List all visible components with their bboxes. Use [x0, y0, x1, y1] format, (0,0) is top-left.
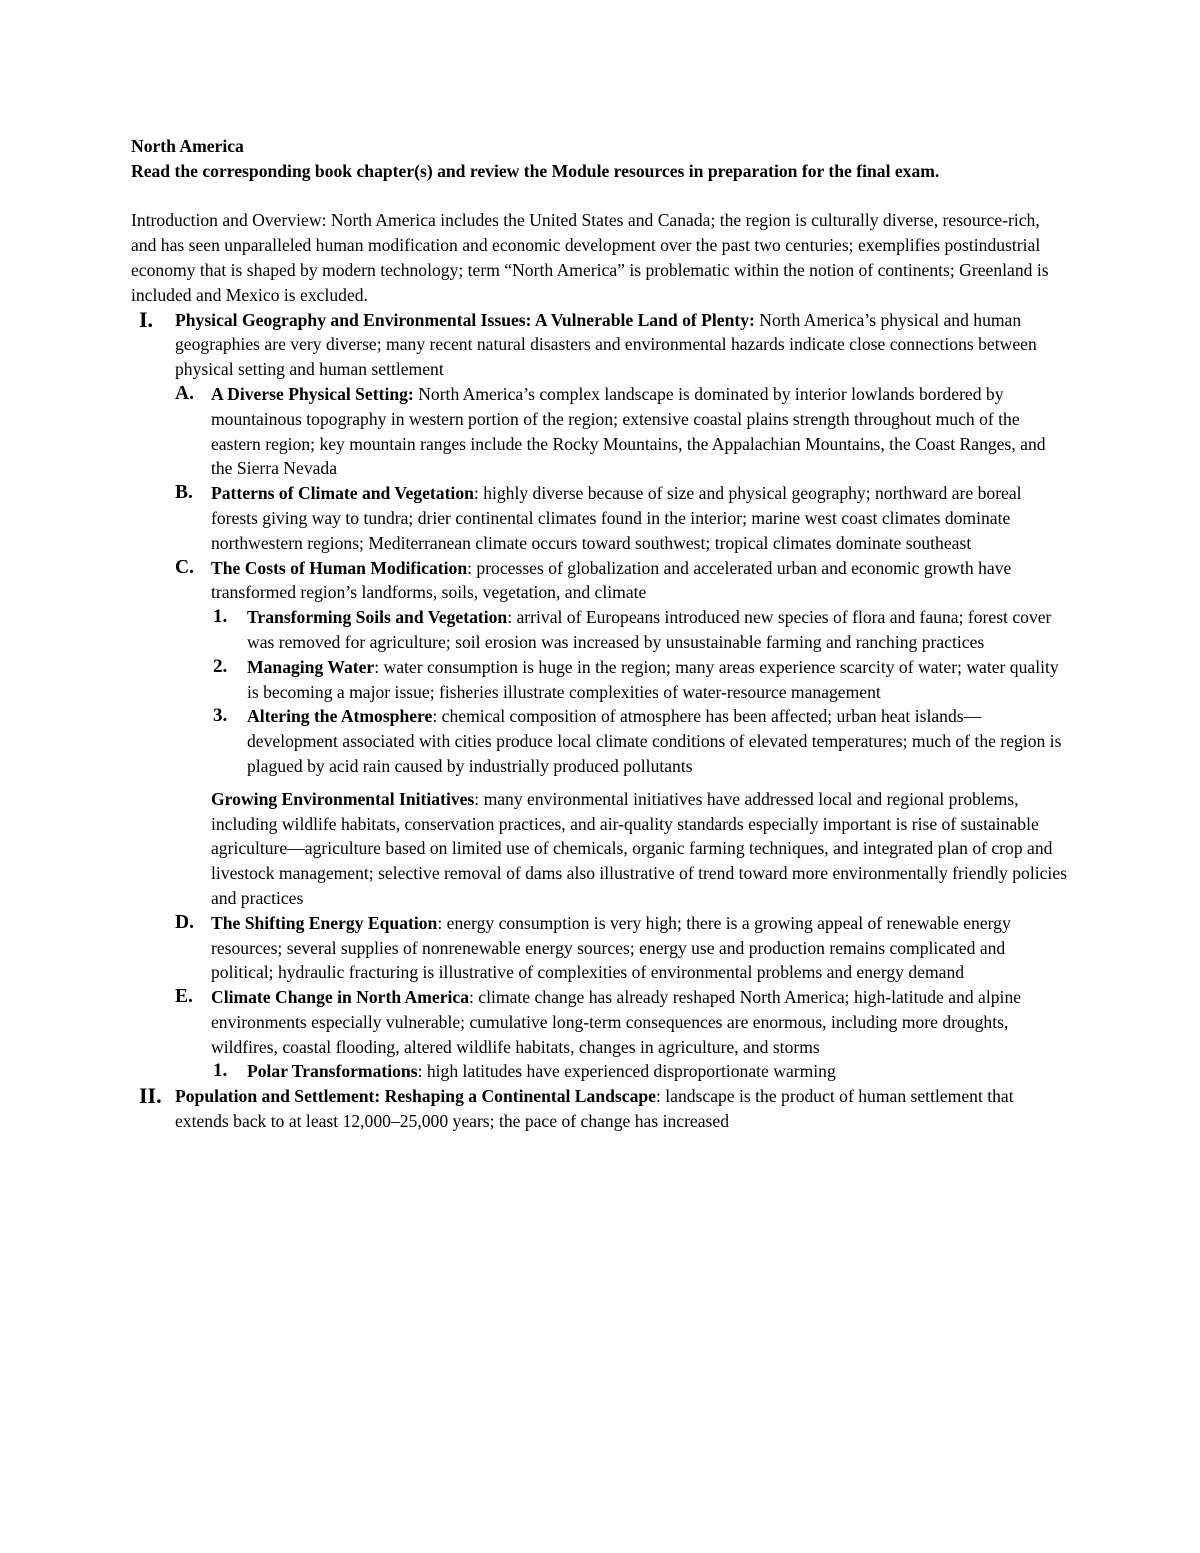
- document-title: North America: [131, 136, 244, 156]
- section-1-c-2-text: : water consumption is huge in the region; many areas experience scarcity of water; water quality is becoming a major issue; fisheries illustrate complexities of water-resource management: [247, 656, 1059, 702]
- section-2-heading: Population and Settlement: Reshaping a Continental Landscape: [175, 1086, 656, 1107]
- section-1-b-marker: B.: [175, 482, 193, 504]
- section-1-c-marker: C.: [175, 556, 194, 578]
- section-1-e-1-marker: 1.: [213, 1060, 228, 1082]
- section-2-text: : landscape is the product of human settlement that extends back to at least 12,000–25,000 years; the pace of change has increased: [175, 1086, 1014, 1132]
- section-1-c-text: : processes of globalization and accelerated urban and economic growth have transformed region’s landforms, soils, vegetation, and climate: [211, 557, 1012, 603]
- section-1-c: [131, 556, 1069, 606]
- section-1-a-heading: A Diverse Physical Setting:: [211, 383, 414, 404]
- section-1-c-heading: The Costs of Human Modification: [211, 557, 468, 578]
- section-1-a-marker: A.: [175, 382, 194, 404]
- section-1-c-2: [131, 655, 1069, 705]
- section-1-b: [131, 481, 1069, 555]
- section-1-c-1-heading: Transforming Soils and Vegetation: [247, 607, 508, 628]
- section-1-c-2-marker: 2.: [213, 655, 228, 677]
- section-2-marker: II.: [139, 1083, 162, 1109]
- section-1-c-1: [131, 605, 1069, 655]
- introduction-paragraph: Introduction and Overview: North America includes the United States and Canada; the region is culturally diverse, resource-rich, and has seen unparalleled human modification and economic development over the past two centuries; exemplifies postindustrial economy that is shaped by modern technology; term “North America” is problematic within the notion of continents; Greenland is included and Mexico is excluded.: [131, 210, 1049, 305]
- section-1-c-3-text: : chemical composition of atmosphere has been affected; urban heat islands—development associated with cities produce local climate conditions of elevated temperatures; much of the region is plagued by acid rain caused by industrially produced pollutants: [247, 706, 1062, 776]
- section-1-d-text: : energy consumption is very high; there is a growing appeal of renewable energy resources; several supplies of nonrenewable energy sources; energy use and production remains complicated and political; hydraulic fracturing is illustrative of complexities of environmental problems and energy demand: [211, 912, 1011, 983]
- section-1: [131, 308, 1069, 382]
- instructions: Read the corresponding book chapter(s) and review the Module resources in preparation for the final exam.: [131, 160, 940, 181]
- section-1-e-1-text: : high latitudes have experienced disproportionate warming: [417, 1061, 836, 1082]
- growing-initiatives-paragraph: [131, 787, 1069, 911]
- section-1-c-3-marker: 3.: [213, 705, 228, 727]
- section-1-c-1-text: : arrival of Europeans introduced new species of flora and fauna; forest cover was removed for agriculture; soil erosion was increased by unsustainable farming and ranching practices: [247, 607, 1052, 652]
- growing-initiatives-heading: Growing Environmental Initiatives: [211, 788, 475, 809]
- section-1-d-heading: The Shifting Energy Equation: [211, 912, 438, 933]
- section-1-c-3: [131, 704, 1069, 778]
- section-1-a-text: North America’s complex landscape is dominated by interior lowlands bordered by mountainous topography in western portion of the region; extensive coastal plains strength throughout much of the eastern region; key mountain ranges include the Rocky Mountains, the Appalachian Mountains, the Coast Ranges, and the Sierra Nevada: [211, 383, 1046, 479]
- section-1-heading: Physical Geography and Environmental Issues: A Vulnerable Land of Plenty:: [175, 309, 755, 330]
- section-1-d-marker: D.: [175, 911, 194, 933]
- section-1-e-text: : climate change has already reshaped North America; high-latitude and alpine environments especially vulnerable; cumulative long-term consequences are enormous, including more droughts, wildfires, coastal flooding, altered wildlife habitats, changes in agriculture, and storms: [211, 987, 1022, 1057]
- section-1-b-heading: Patterns of Climate and Vegetation: [211, 483, 474, 504]
- section-1-c-3-heading: Altering the Atmosphere: [247, 706, 433, 727]
- section-1-e-heading: Climate Change in North America: [211, 987, 470, 1008]
- section-1-c-1-marker: 1.: [213, 606, 228, 628]
- section-1-e-1: [131, 1059, 1069, 1084]
- section-1-b-text: : highly diverse because of size and physical geography; northward are boreal forests giving way to tundra; drier continental climates found in the interior; marine west coast climates dominate northwestern regions; Mediterranean climate occurs toward southwest; tropical climates dominate southeast: [211, 483, 1022, 553]
- section-2: [131, 1084, 1069, 1134]
- growing-initiatives-text: : many environmental initiatives have addressed local and regional problems, including wildlife habitats, conservation practices, and air-quality standards especially important is rise of sustainable agriculture—agriculture based on limited use of chemicals, organic farming techniques, and integrated plan of crop and livestock management; selective removal of dams also illustrative of trend toward more environmentally friendly policies and practices: [211, 788, 1067, 908]
- section-1-marker: I.: [139, 306, 154, 332]
- document-body: [131, 134, 1069, 1134]
- section-1-text: North America’s physical and human geographies are very diverse; many recent natural disasters and environmental hazards indicate close connections between physical setting and human settlement: [175, 309, 1037, 380]
- section-1-e-marker: E.: [175, 986, 193, 1008]
- section-1-d: [131, 911, 1069, 985]
- section-1-e: [131, 985, 1069, 1059]
- section-1-e-1-heading: Polar Transformations: [247, 1061, 418, 1082]
- section-1-c-2-heading: Managing Water: [247, 656, 375, 677]
- section-1-a: [131, 382, 1069, 481]
